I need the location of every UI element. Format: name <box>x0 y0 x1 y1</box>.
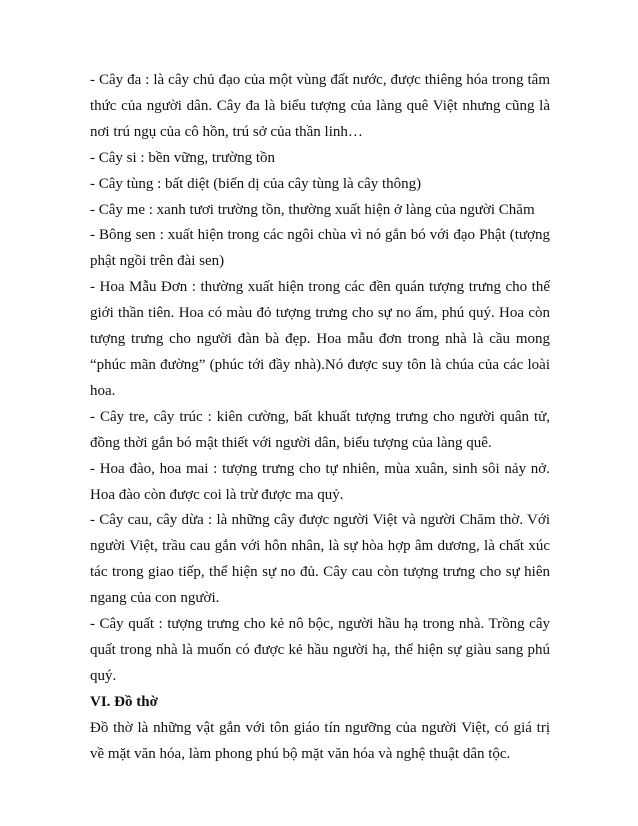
paragraph-hoa-mau-don: - Hoa Mẫu Đơn : thường xuất hiện trong các đền quán tượng trưng cho thế giới thần tiên. Hoa có màu đỏ tượng trưng cho sự no ấm, phú quý. Hoa còn tượng trưng cho người đàn bà đẹp. Hoa mẫu đơn trong nhà là cầu mong “phúc mãn đường” (phúc tới đầy nhà).Nó được suy tôn là chúa của các loài hoa. <box>90 279 550 399</box>
paragraph-cay-tre: - Cây tre, cây trúc : kiên cường, bất khuất tượng trưng cho người quân tử, đồng thời gắn bó mật thiết với người dân, biểu tượng của làng quê. <box>90 408 550 451</box>
section-heading: VI. Đồ thờ <box>90 693 158 710</box>
paragraph-bong-sen: - Bông sen : xuất hiện trong các ngôi chùa vì nó gắn bó với đạo Phật (tượng phật ngồi trên đài sen) <box>90 227 550 270</box>
paragraph-cay-da: - Cây đa : là cây chủ đạo của một vùng đất nước, được thiêng hóa trong tâm thức của người dân. Cây đa là biểu tượng của làng quê Việt nhưng cũng là nơi trú ngụ của cô hồn, trú sở của thần linh… <box>90 72 550 140</box>
document-body <box>90 68 550 767</box>
paragraph-cay-si: - Cây si : bền vững, trường tồn <box>90 149 276 166</box>
paragraph-cay-cau: - Cây cau, cây dừa : là những cây được người Việt và người Chăm thờ. Với người Việt, trầu cau gắn với hôn nhân, là sự hòa hợp âm dương, là chất xúc tác trong giao tiếp, thể hiện sự no đủ. Cây cau còn tượng trưng cho sự hiên ngang của con người. <box>90 512 550 607</box>
paragraph-cay-quat: - Cây quất : tượng trưng cho kẻ nô bộc, người hầu hạ trong nhà. Trồng cây quất trong nhà là muốn có được kẻ hầu người hạ, thể hiện sự giàu sang phú quý. <box>90 616 550 684</box>
paragraph-hoa-dao: - Hoa đào, hoa mai : tượng trưng cho tự nhiên, mùa xuân, sinh sôi nảy nở. Hoa đào còn được coi là trừ được ma quỷ. <box>90 460 550 503</box>
paragraph-do-tho: Đồ thờ là những vật gắn với tôn giáo tín ngưỡng của người Việt, có giá trị về mặt văn hóa, làm phong phú bộ mặt văn hóa và nghệ thuật dân tộc. <box>90 719 550 762</box>
paragraph-cay-tung: - Cây tùng : bất diệt (biến dị của cây tùng là cây thông) <box>90 175 422 192</box>
paragraph-cay-me: - Cây me : xanh tươi trường tồn, thường xuất hiện ở làng của người Chăm <box>90 201 535 218</box>
